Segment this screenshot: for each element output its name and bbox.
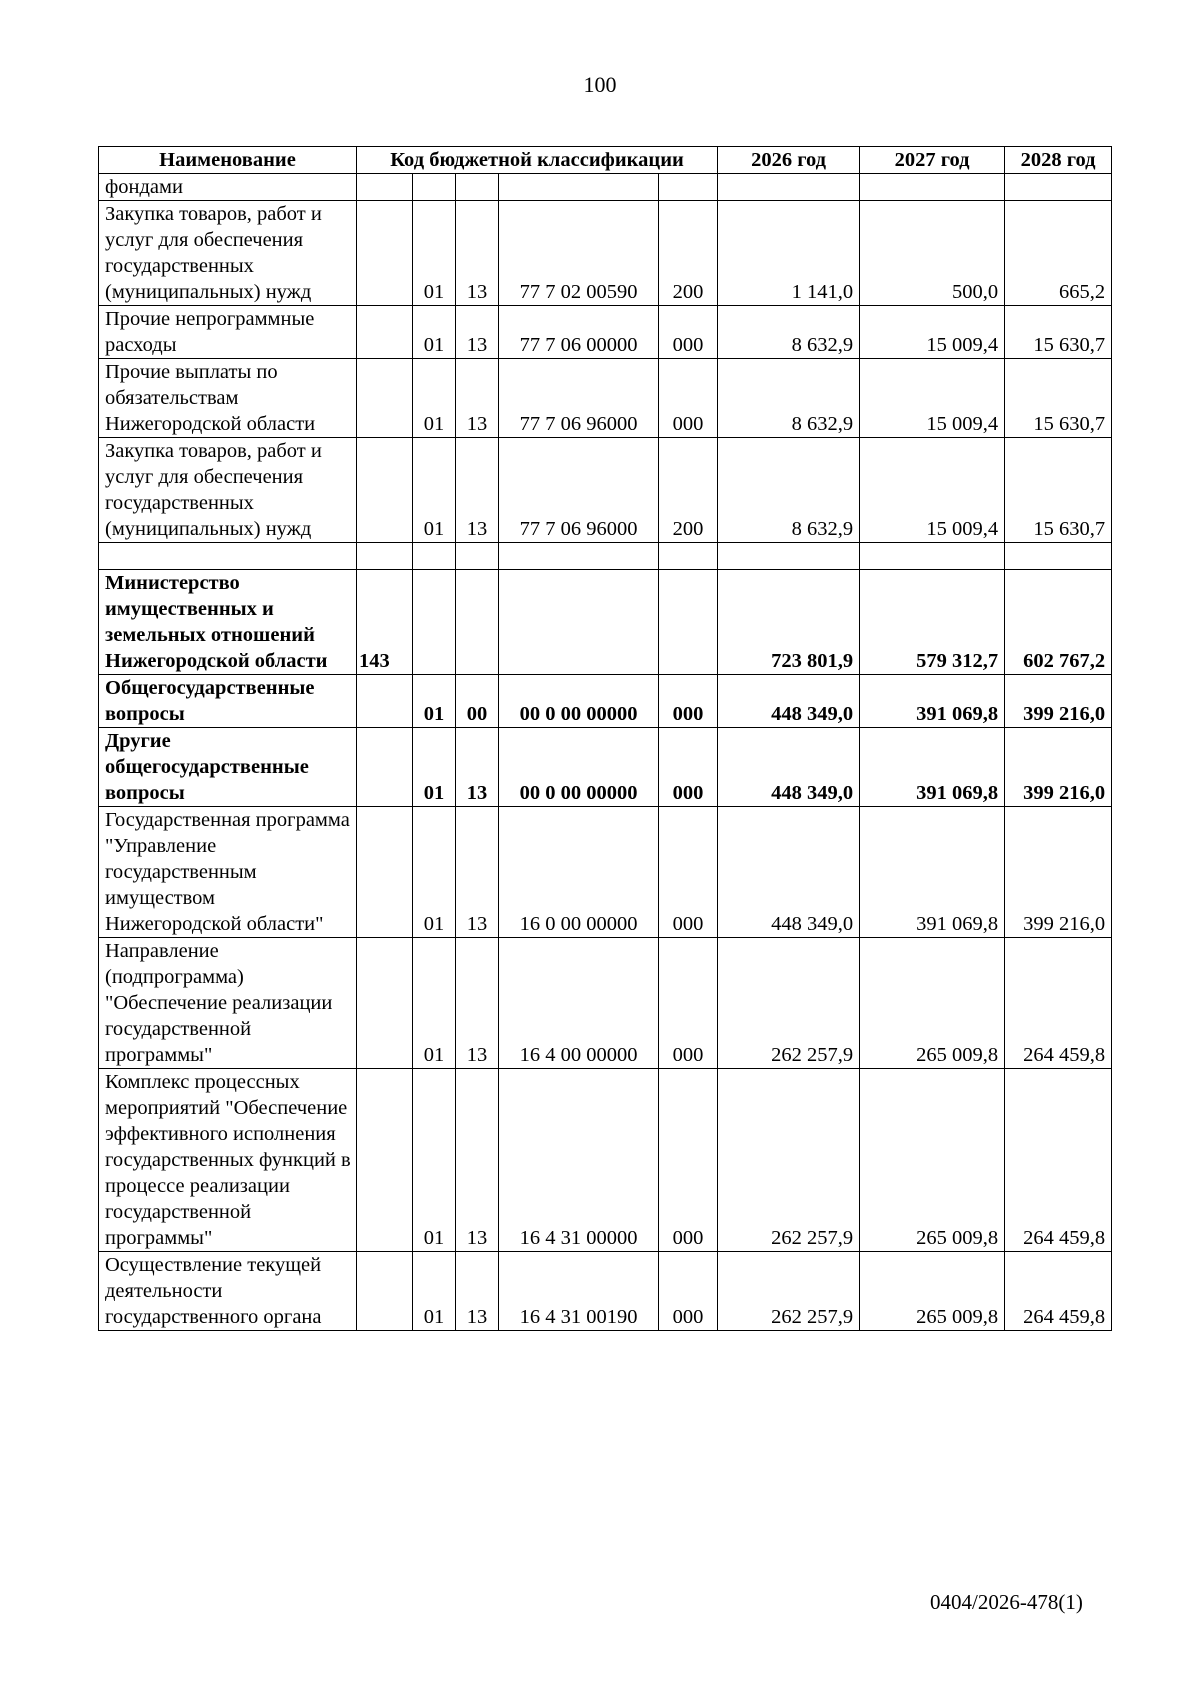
- row-subsection: 13: [456, 359, 499, 438]
- page-number: 100: [583, 72, 617, 97]
- row-2027: 265 009,8: [860, 938, 1005, 1069]
- row-grbs: [357, 201, 413, 306]
- row-subsection: 13: [456, 807, 499, 938]
- row-subsection: 13: [456, 938, 499, 1069]
- row-2028: 15 630,7: [1005, 306, 1112, 359]
- row-2027: 265 009,8: [860, 1252, 1005, 1331]
- row-grbs: [357, 306, 413, 359]
- row-2028: [1005, 174, 1112, 201]
- row-2026: 1 141,0: [718, 201, 860, 306]
- row-2028: 15 630,7: [1005, 438, 1112, 543]
- row-subsection: [456, 570, 499, 675]
- row-2027: 391 069,8: [860, 728, 1005, 807]
- row-vr: 000: [659, 306, 718, 359]
- header-2027: 2027 год: [860, 147, 1005, 174]
- row-target: 16 4 31 00000: [499, 1069, 659, 1252]
- table-row: [99, 174, 1112, 201]
- row-2027: 579 312,7: [860, 570, 1005, 675]
- row-section: [413, 174, 456, 201]
- row-target: [499, 174, 659, 201]
- row-2026: 262 257,9: [718, 938, 860, 1069]
- row-subsection: 13: [456, 728, 499, 807]
- row-2026: 448 349,0: [718, 728, 860, 807]
- row-target: 77 7 06 96000: [499, 438, 659, 543]
- row-2027: 15 009,4: [860, 359, 1005, 438]
- row-section: 01: [413, 938, 456, 1069]
- row-name: Закупка товаров, работ и услуг для обеспечения государственных (муниципальных) нужд: [99, 201, 357, 306]
- row-grbs: [357, 359, 413, 438]
- table-row: [99, 807, 1112, 938]
- row-2028: [1005, 543, 1112, 570]
- table-row: [99, 570, 1112, 675]
- row-2027: 15 009,4: [860, 306, 1005, 359]
- row-section: 01: [413, 675, 456, 728]
- header-code: Код бюджетной классификации: [357, 147, 718, 174]
- row-2027: [860, 174, 1005, 201]
- table-row: [99, 438, 1112, 543]
- row-target: 00 0 00 00000: [499, 728, 659, 807]
- table-row: [99, 728, 1112, 807]
- row-section: 01: [413, 359, 456, 438]
- row-2027: 391 069,8: [860, 675, 1005, 728]
- row-section: [413, 570, 456, 675]
- table-body: [99, 174, 1112, 1331]
- row-vr: 000: [659, 359, 718, 438]
- row-subsection: 13: [456, 1069, 499, 1252]
- row-vr: 000: [659, 728, 718, 807]
- row-target: [499, 543, 659, 570]
- row-name: Общегосударственные вопросы: [99, 675, 357, 728]
- row-grbs: [357, 543, 413, 570]
- row-subsection: 00: [456, 675, 499, 728]
- table-row: [99, 201, 1112, 306]
- row-section: 01: [413, 1252, 456, 1331]
- row-vr: 200: [659, 201, 718, 306]
- row-name: Государственная программа "Управление государственным имуществом Нижегородской области": [99, 807, 357, 938]
- row-2028: 602 767,2: [1005, 570, 1112, 675]
- row-grbs: [357, 675, 413, 728]
- row-vr: 000: [659, 1069, 718, 1252]
- row-2027: 15 009,4: [860, 438, 1005, 543]
- row-vr: 000: [659, 675, 718, 728]
- row-name: Направление (подпрограмма) "Обеспечение реализации государственной программы": [99, 938, 357, 1069]
- row-target: 16 0 00 00000: [499, 807, 659, 938]
- row-vr: [659, 543, 718, 570]
- row-grbs: [357, 1252, 413, 1331]
- row-2028: 15 630,7: [1005, 359, 1112, 438]
- row-name: Комплекс процессных мероприятий "Обеспечение эффективного исполнения государственных функций в процессе реализации государственной программы": [99, 1069, 357, 1252]
- row-2026: 8 632,9: [718, 359, 860, 438]
- row-target: [499, 570, 659, 675]
- row-target: 00 0 00 00000: [499, 675, 659, 728]
- row-subsection: [456, 543, 499, 570]
- row-name: Прочие выплаты по обязательствам Нижегородской области: [99, 359, 357, 438]
- row-target: 77 7 02 00590: [499, 201, 659, 306]
- row-2026: 262 257,9: [718, 1252, 860, 1331]
- row-2026: 448 349,0: [718, 807, 860, 938]
- row-name: [99, 543, 357, 570]
- row-vr: 000: [659, 1252, 718, 1331]
- row-target: 16 4 31 00190: [499, 1252, 659, 1331]
- row-vr: 000: [659, 938, 718, 1069]
- row-2028: 264 459,8: [1005, 938, 1112, 1069]
- row-section: 01: [413, 1069, 456, 1252]
- row-2028: 399 216,0: [1005, 675, 1112, 728]
- row-2026: [718, 543, 860, 570]
- row-section: [413, 543, 456, 570]
- table-row: [99, 1252, 1112, 1331]
- row-2026: [718, 174, 860, 201]
- row-vr: 200: [659, 438, 718, 543]
- row-section: 01: [413, 201, 456, 306]
- budget-table: [98, 146, 1112, 1331]
- row-grbs: [357, 1069, 413, 1252]
- row-2028: 264 459,8: [1005, 1069, 1112, 1252]
- header-name: Наименование: [99, 147, 357, 174]
- row-2028: 264 459,8: [1005, 1252, 1112, 1331]
- row-vr: [659, 570, 718, 675]
- row-subsection: 13: [456, 201, 499, 306]
- row-target: 77 7 06 00000: [499, 306, 659, 359]
- table-row: [99, 1069, 1112, 1252]
- row-2026: 448 349,0: [718, 675, 860, 728]
- row-section: 01: [413, 438, 456, 543]
- document-code: 0404/2026-478(1): [930, 1590, 1083, 1614]
- row-2028: 665,2: [1005, 201, 1112, 306]
- row-2026: 262 257,9: [718, 1069, 860, 1252]
- row-2027: 500,0: [860, 201, 1005, 306]
- table-row: [99, 359, 1112, 438]
- row-grbs: [357, 728, 413, 807]
- row-2028: 399 216,0: [1005, 728, 1112, 807]
- row-grbs: [357, 438, 413, 543]
- header-2028: 2028 год: [1005, 147, 1112, 174]
- row-name: Министерство имущественных и земельных отношений Нижегородской области: [99, 570, 357, 675]
- row-subsection: 13: [456, 438, 499, 543]
- row-2026: 723 801,9: [718, 570, 860, 675]
- row-target: 77 7 06 96000: [499, 359, 659, 438]
- row-2028: 399 216,0: [1005, 807, 1112, 938]
- row-2027: 265 009,8: [860, 1069, 1005, 1252]
- row-grbs: [357, 807, 413, 938]
- row-name: Закупка товаров, работ и услуг для обеспечения государственных (муниципальных) нужд: [99, 438, 357, 543]
- row-subsection: [456, 174, 499, 201]
- row-name: фондами: [99, 174, 357, 201]
- row-target: 16 4 00 00000: [499, 938, 659, 1069]
- row-vr: 000: [659, 807, 718, 938]
- row-2026: 8 632,9: [718, 438, 860, 543]
- row-grbs: [357, 938, 413, 1069]
- table-row: [99, 675, 1112, 728]
- row-section: 01: [413, 728, 456, 807]
- row-section: 01: [413, 807, 456, 938]
- row-name: Осуществление текущей деятельности государственного органа: [99, 1252, 357, 1331]
- row-vr: [659, 174, 718, 201]
- table-row-spacer: [99, 543, 1112, 570]
- row-name: Прочие непрограммные расходы: [99, 306, 357, 359]
- row-2027: 391 069,8: [860, 807, 1005, 938]
- table-row: [99, 306, 1112, 359]
- table-header-row: [99, 147, 1112, 174]
- row-2027: [860, 543, 1005, 570]
- table-row: [99, 938, 1112, 1069]
- row-section: 01: [413, 306, 456, 359]
- row-grbs: 143: [357, 570, 413, 675]
- header-2026: 2026 год: [718, 147, 860, 174]
- row-grbs: [357, 174, 413, 201]
- row-2026: 8 632,9: [718, 306, 860, 359]
- row-name: Другие общегосударственные вопросы: [99, 728, 357, 807]
- row-subsection: 13: [456, 1252, 499, 1331]
- row-subsection: 13: [456, 306, 499, 359]
